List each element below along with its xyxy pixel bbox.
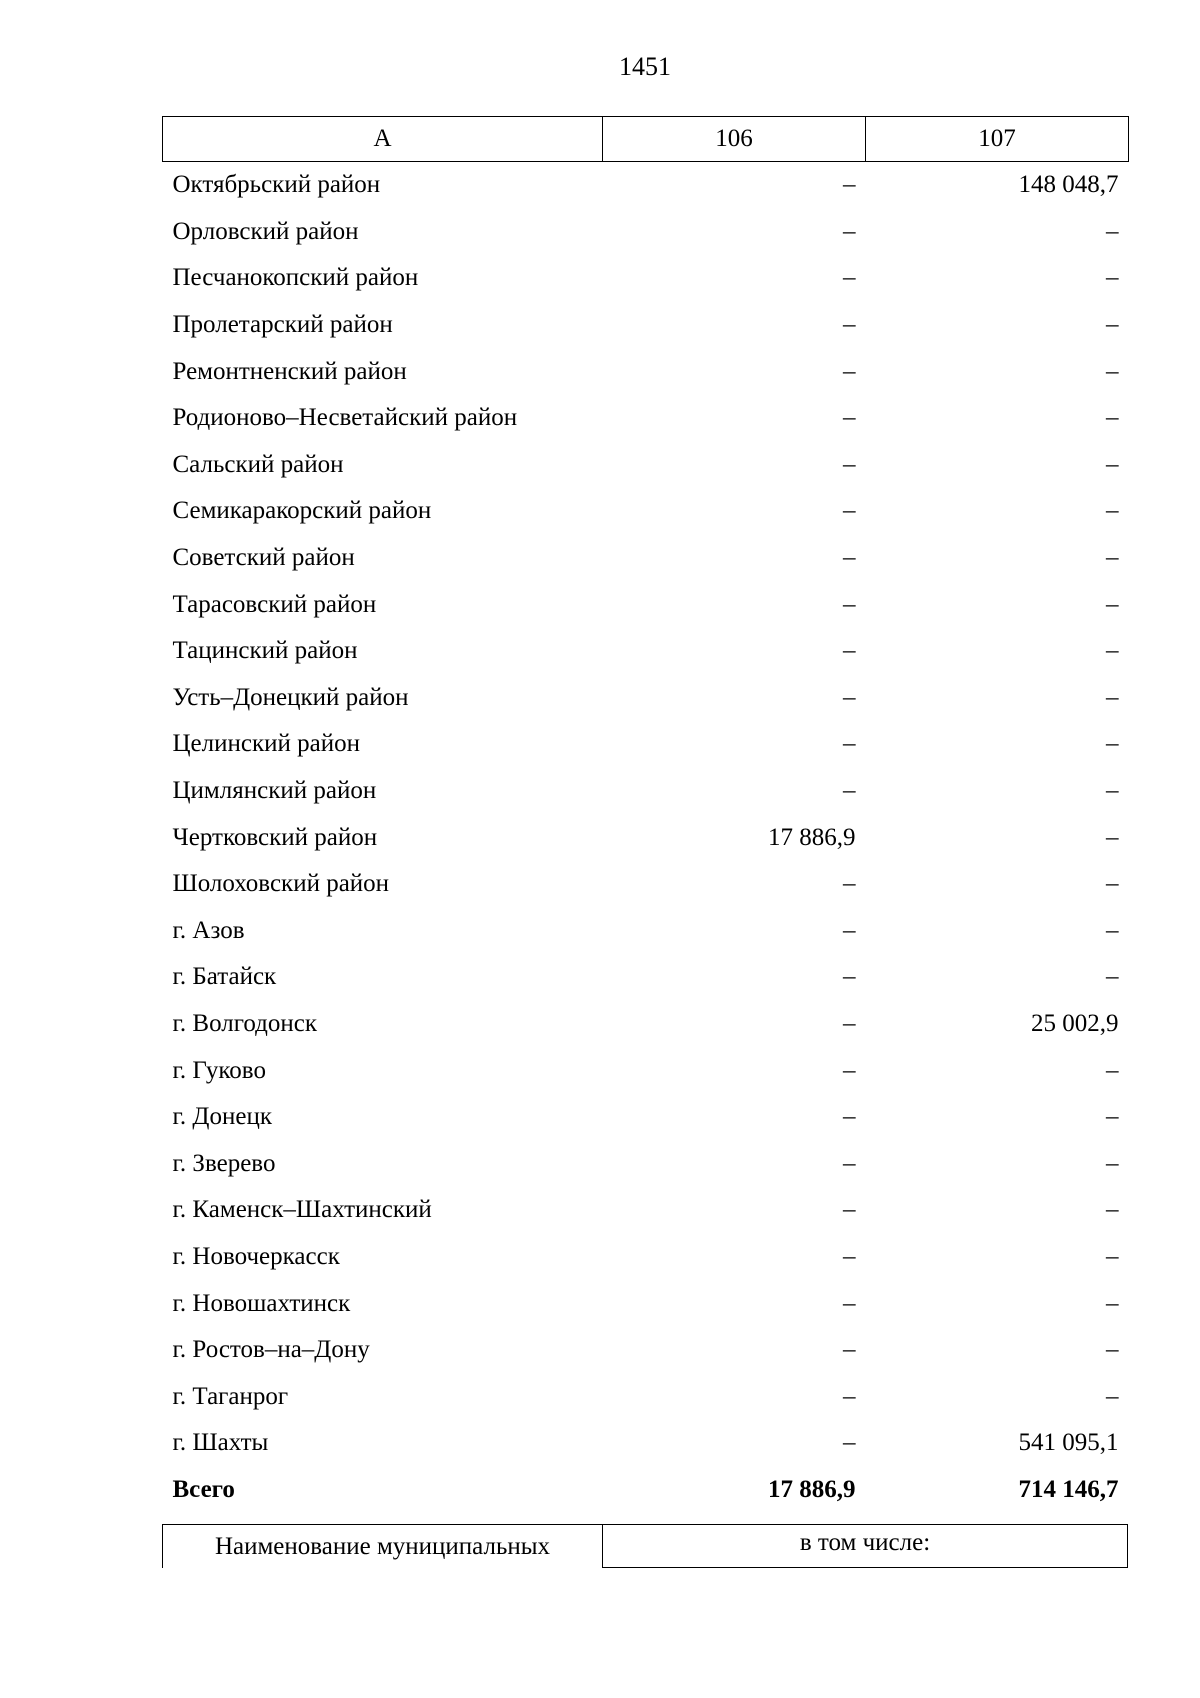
total-value-106: 17 886,9 xyxy=(768,1475,856,1503)
continuation-header-including: в том числе: xyxy=(602,1524,1128,1568)
row-value-106: – xyxy=(843,1382,856,1410)
table-row xyxy=(163,442,1129,489)
row-value-106: – xyxy=(843,683,856,711)
row-value-106: – xyxy=(843,1242,856,1270)
total-label: Всего xyxy=(172,1475,235,1503)
table-row xyxy=(163,675,1129,722)
row-value-107: – xyxy=(1106,730,1119,758)
table-row xyxy=(163,535,1129,582)
row-value-107: – xyxy=(1106,450,1119,478)
row-value-107: – xyxy=(1106,217,1119,245)
budget-table xyxy=(162,116,1129,1513)
row-value-106: – xyxy=(843,1103,856,1131)
row-value-106: – xyxy=(843,450,856,478)
table-row xyxy=(163,1234,1129,1281)
row-name: Орловский район xyxy=(172,217,359,245)
row-name: г. Ростов–на–Дону xyxy=(172,1336,370,1364)
row-value-107: – xyxy=(1106,1149,1119,1177)
row-value-107: – xyxy=(1106,777,1119,805)
row-name: Родионово–Несветайский район xyxy=(172,404,518,432)
row-value-106: – xyxy=(843,1429,856,1457)
table-row xyxy=(163,162,1129,209)
row-value-106: – xyxy=(843,1289,856,1317)
table-row xyxy=(163,954,1129,1001)
row-value-106: – xyxy=(843,404,856,432)
table-row xyxy=(163,1373,1129,1420)
table-row xyxy=(163,1280,1129,1327)
row-value-107: – xyxy=(1106,916,1119,944)
row-value-106: – xyxy=(843,497,856,525)
row-name: Семикаракорский район xyxy=(172,497,432,525)
table-row xyxy=(163,814,1129,861)
row-value-106: – xyxy=(843,264,856,292)
row-name: г. Таганрог xyxy=(172,1382,289,1410)
row-value-106: – xyxy=(843,870,856,898)
row-name: Усть–Донецкий район xyxy=(172,683,409,711)
row-value-107: – xyxy=(1106,823,1119,851)
row-name: Тарасовский район xyxy=(172,590,377,618)
row-name: Октябрьский район xyxy=(172,171,381,199)
row-name: г. Гуково xyxy=(172,1056,266,1084)
table-row xyxy=(163,1420,1129,1467)
row-value-107: – xyxy=(1106,1196,1119,1224)
row-value-106: – xyxy=(843,217,856,245)
row-value-106: – xyxy=(843,730,856,758)
row-name: г. Каменск–Шахтинский xyxy=(172,1196,432,1224)
table-row xyxy=(163,721,1129,768)
row-value-106: – xyxy=(843,1196,856,1224)
row-value-107: – xyxy=(1106,1336,1119,1364)
table-row xyxy=(163,488,1129,535)
continuation-header-name: Наименование муниципальных xyxy=(162,1524,602,1568)
page-number: 1451 xyxy=(619,52,671,81)
table-row xyxy=(163,1094,1129,1141)
row-value-107: – xyxy=(1106,357,1119,385)
row-value-106: – xyxy=(843,916,856,944)
row-value-106: – xyxy=(843,1149,856,1177)
row-value-107: 25 002,9 xyxy=(1031,1009,1119,1037)
row-value-107: – xyxy=(1106,404,1119,432)
row-name: г. Донецк xyxy=(172,1103,272,1131)
row-name: Песчанокопский район xyxy=(172,264,419,292)
row-name: г. Батайск xyxy=(172,963,277,991)
row-value-106: – xyxy=(843,311,856,339)
table-row xyxy=(163,628,1129,675)
row-value-106: – xyxy=(843,777,856,805)
table-row xyxy=(163,1047,1129,1094)
row-value-107: – xyxy=(1106,497,1119,525)
row-value-107: – xyxy=(1106,683,1119,711)
table-row xyxy=(163,1001,1129,1048)
row-name: г. Новошахтинск xyxy=(172,1289,351,1317)
row-name: г. Азов xyxy=(172,916,245,944)
row-value-107: – xyxy=(1106,870,1119,898)
table-body xyxy=(163,162,1129,1467)
column-header-107: 107 xyxy=(866,117,1129,162)
table-row xyxy=(163,1140,1129,1187)
row-value-107: – xyxy=(1106,1242,1119,1270)
row-value-106: – xyxy=(843,1336,856,1364)
column-header-106: 106 xyxy=(603,117,866,162)
table-row xyxy=(163,255,1129,302)
row-name: Пролетарский район xyxy=(172,311,393,339)
table-row xyxy=(163,209,1129,256)
row-value-106: – xyxy=(843,637,856,665)
row-name: г. Волгодонск xyxy=(172,1009,318,1037)
table-row xyxy=(163,1187,1129,1234)
row-value-107: – xyxy=(1106,544,1119,572)
row-value-106: – xyxy=(843,963,856,991)
row-name: Шолоховский район xyxy=(172,870,390,898)
row-value-106: – xyxy=(843,590,856,618)
row-name: Цимлянский район xyxy=(172,777,377,805)
row-name: г. Шахты xyxy=(172,1429,269,1457)
row-name: г. Новочеркасск xyxy=(172,1242,340,1270)
row-value-107: – xyxy=(1106,1103,1119,1131)
table-row xyxy=(163,908,1129,955)
row-value-107: – xyxy=(1106,311,1119,339)
table-row xyxy=(163,768,1129,815)
table-row xyxy=(163,302,1129,349)
row-value-106: – xyxy=(843,1056,856,1084)
row-value-107: – xyxy=(1106,963,1119,991)
row-value-106: – xyxy=(843,171,856,199)
table-header-row xyxy=(163,117,1129,162)
row-value-107: 541 095,1 xyxy=(1018,1429,1119,1457)
table-row xyxy=(163,348,1129,395)
row-value-107: 148 048,7 xyxy=(1018,171,1119,199)
row-name: Сальский район xyxy=(172,450,344,478)
total-value-107: 714 146,7 xyxy=(1018,1475,1119,1503)
row-value-107: – xyxy=(1106,637,1119,665)
row-value-107: – xyxy=(1106,1382,1119,1410)
row-name: Чертковский район xyxy=(172,823,378,851)
row-name: Тацинский район xyxy=(172,637,358,665)
row-name: г. Зверево xyxy=(172,1149,276,1177)
row-value-107: – xyxy=(1106,1056,1119,1084)
total-row xyxy=(163,1467,1129,1514)
column-header-name: А xyxy=(163,117,603,162)
row-value-107: – xyxy=(1106,590,1119,618)
row-name: Советский район xyxy=(172,544,355,572)
row-name: Ремонтненский район xyxy=(172,357,407,385)
row-value-106: – xyxy=(843,1009,856,1037)
row-value-106: 17 886,9 xyxy=(768,823,856,851)
table-row xyxy=(163,861,1129,908)
table-row xyxy=(163,581,1129,628)
row-value-106: – xyxy=(843,357,856,385)
table-row xyxy=(163,1327,1129,1374)
row-value-106: – xyxy=(843,544,856,572)
row-value-107: – xyxy=(1106,264,1119,292)
continuation-header xyxy=(162,1524,1128,1568)
row-name: Целинский район xyxy=(172,730,360,758)
table-row xyxy=(163,395,1129,442)
row-value-107: – xyxy=(1106,1289,1119,1317)
